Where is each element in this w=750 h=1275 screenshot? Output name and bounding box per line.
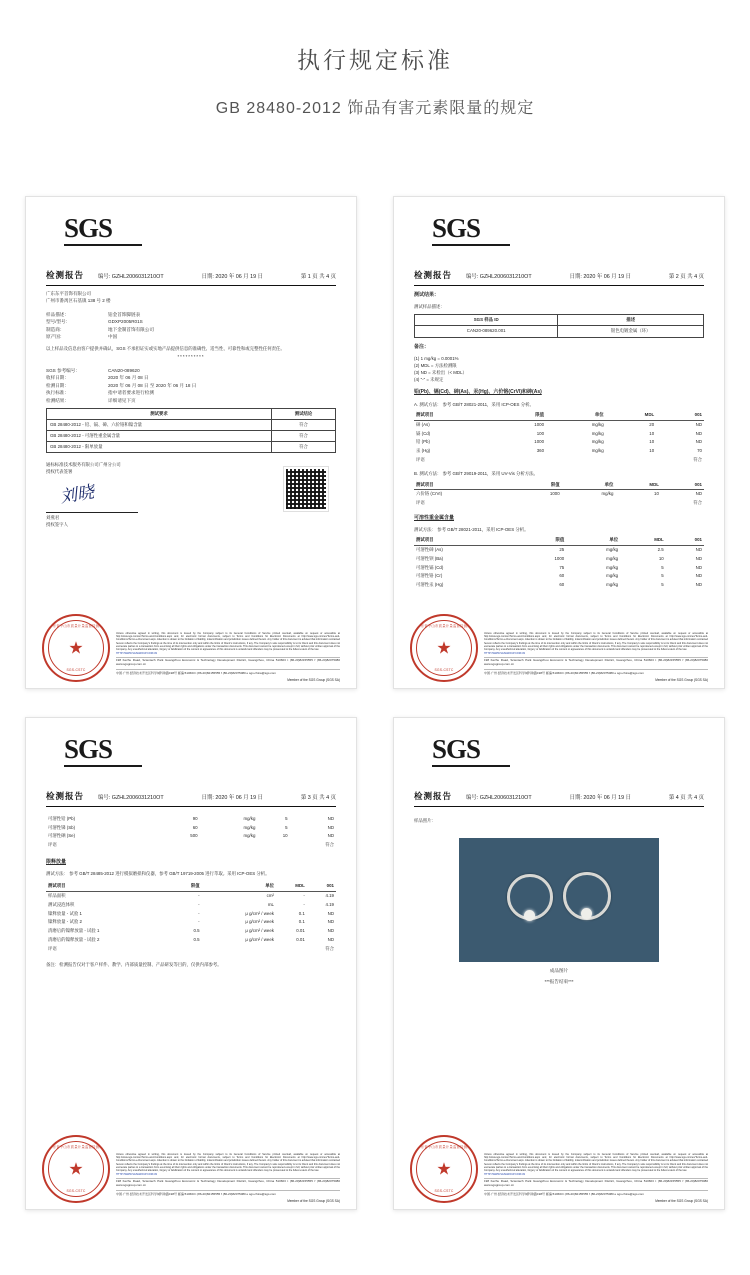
table-row: 可溶性铅 (Pb) 90 mg/kg 5 ND (48, 815, 334, 821)
page-subtitle: GB 28480-2012 饰品有害元素限量的规定 (215, 100, 535, 117)
signatory-role: 授权签字人 (46, 521, 68, 527)
field-row: 样品描述： 铂金首饰脚链表 (46, 311, 141, 317)
sgs-logo-row (414, 736, 704, 782)
table-soluble-continued (46, 815, 336, 850)
report-date-3: 日期: 2020 年 06 月 19 日 (201, 794, 263, 801)
separator-stars: ********** (177, 354, 205, 360)
table-c (414, 536, 704, 590)
table-row: 可溶性砷 (As) 25 mg/kg 2.5 ND (416, 547, 702, 553)
col-header: 描述 (558, 315, 704, 326)
table-row: 汞 (Hg) 360 mg/kg 10 70 (416, 448, 702, 454)
section-c-heading: 可溶性重金属含量 (414, 514, 455, 521)
photo-caption: 成品图片 (549, 967, 569, 973)
release-method: 测试方法： 参考 GB/T 28485-2012 进行模拟磨损和仪器，参考 GB/T 19719-2005 进行萃取。采用 ICP-OES 分析。 (46, 871, 270, 877)
section-a-method: A. 测试方法： 参考 GB/T 28021-2011，采用 ICP-OES 分析。 (414, 401, 534, 407)
table-row: 可溶性汞 (Hg) 60 mg/kg 5 ND (416, 582, 702, 588)
section-a-heading: 铅(Pb)、镉(Cd)、砷(As)、汞(Hg)、六价铬(CrVI)和砷(As) (414, 389, 542, 396)
footer-2 (394, 614, 724, 682)
legal-text-4: Unless otherwise agreed in writing, this document is issued by the Company subject to its General Conditions of Service printed overleaf, available on request or accessible at http://www.sgs.com/en/Terms-and-Conditions.aspx and, for electronic format documents, subject to Terms and Conditions for Electronic Documents at http://www.sgs.com/en/Terms-and-Conditions/Terms-e-Document.aspx. Attention is drawn to the limitation of liability, indemnification and jurisdiction issues defined therein. Any holder of this document is advised that information contained hereon reflects the Company's findings at the time of its intervention only and within the limits of Client's instructions, if any. The Company's sole responsibility is to its Client and this document does not exonerate parties to a transaction from exercising all their rights and obligations under the transaction documents. This document cannot be reproduced except in full, without prior written approval of the Company. Any unauthorized alteration, forgery or falsification of the content or appearance of this document is unlawful and offenders may be prosecuted to the fullest extent of the law. HTTP://WWW.SGSGROUP.COM.CN 198 Kezhu Road, Scientech Park Guangzhou Economic & Technology Development District, Guangzhou, China 510663 t (86-20)82155555 f (86-20)82075080 www.sgsgroup.com.cn 中国·广州·经济技术开发区科学城科珠路198号 邮编:510663 t (86-20)82155555 f (86-20)82075080 e sgs.china@sgs.com Member of the SGS Group (SGS SA) (484, 1152, 708, 1203)
sgs-logo-row (414, 215, 704, 261)
field-row: 检测结果： 详细请见下页 (46, 397, 136, 403)
report-title-4: 检测报告 (414, 791, 453, 801)
sgs-logo: SGS (46, 215, 142, 246)
sample-fields-1 (46, 311, 336, 341)
report-header-3 (46, 790, 336, 807)
table-row: GB 28480-2012 - 可溶性重金属含量 符合 (47, 430, 336, 441)
col-header: 限值 (495, 411, 546, 420)
col-header: 限值 (520, 536, 567, 545)
report-no-1: 编号: GZHL2006031210OT (98, 273, 164, 280)
certificate-page-4[interactable] (393, 717, 725, 1210)
report-header-2 (414, 269, 704, 286)
col-header: 001 (666, 536, 704, 545)
field-row: 检测日期： 2020 年 06 月 08 日 至 2020 年 06 月 18 日 (46, 382, 197, 388)
signatory-name: 刘燕君 (46, 514, 60, 520)
col-header: MDL (276, 882, 307, 891)
photo-end-note: ***报告结束*** (544, 978, 574, 984)
page-header (0, 0, 750, 118)
page-title: 执行规定标准 (297, 47, 453, 73)
table-row: 可溶性钡 (Ba) 1000 mg/kg 10 ND (416, 555, 702, 561)
table-row: GB 28480-2012 - 限单放量 符合 (47, 442, 336, 453)
footer-1 (26, 614, 356, 682)
col-header: 限值 (172, 882, 201, 891)
certificate-grid (25, 118, 725, 1210)
col-header: 测试结论 (272, 408, 336, 419)
official-stamp-icon: 广东省中山市质量计量监督检测所 ★ SGS-CSTC (42, 614, 110, 682)
footer-4 (394, 1135, 724, 1203)
client-address-1: 广东东平首饰有限公司 广州市番禺区石基镇 138 号 2 楼 (46, 290, 111, 303)
table-row: 铅 (Pb) 1000 mg/kg 10 ND (416, 439, 702, 445)
star-icon: ★ (436, 1159, 452, 1179)
col-header: MDL (606, 411, 656, 420)
table-row: 可溶性硒 (Se) 500 mg/kg 10 ND (48, 833, 334, 839)
col-header: 001 (656, 411, 704, 420)
col-header: 单位 (546, 411, 606, 420)
report-title-3: 检测报告 (46, 791, 85, 801)
table-row: 六价铬 (CrVI) 1000 mg/kg 10 ND (416, 491, 702, 497)
col-header: MDL (615, 480, 660, 489)
table-row: 镉 (Cd) 100 mg/kg 10 ND (416, 430, 702, 436)
star-icon: ★ (68, 1159, 84, 1179)
gem-right (581, 908, 592, 919)
report-date-2: 日期: 2020 年 06 月 19 日 (569, 273, 631, 280)
report-page-1: 第 1 页 共 4 页 (300, 273, 336, 280)
table-row: 评语 符合 (416, 500, 702, 506)
field-row: 原产国： 中国 (46, 334, 118, 340)
table-row: 评语 符合 (48, 842, 334, 848)
release-heading: 限释放量 (46, 858, 67, 865)
certificate-page-2[interactable] (393, 196, 725, 689)
field-row: 型号/型号： GDXP2005R01S (46, 319, 143, 325)
qr-code-icon (284, 467, 328, 511)
official-stamp-icon: 广东省中山市质量计量监督检测所 ★ SGS-CSTC (42, 1135, 110, 1203)
results-heading: 测试结果： (414, 291, 440, 298)
requirements-table-1 (46, 408, 336, 454)
table-nickel-release (46, 882, 336, 953)
col-header: 001 (307, 882, 336, 891)
table-row: 可溶性锑 (Sb) 60 mg/kg 5 ND (48, 824, 334, 830)
sample-photo-label: 样品照片： (414, 817, 436, 823)
official-stamp-icon: 广东省中山市质量计量监督检测所 ★ SGS-CSTC (410, 1135, 478, 1203)
report-header-1 (46, 269, 336, 286)
table-row: 可溶性镉 (Cd) 75 mg/kg 5 ND (416, 564, 702, 570)
certificate-page-1[interactable] (25, 196, 357, 689)
col-header: 测试项目 (414, 480, 515, 489)
col-header: 测试项目 (414, 411, 495, 420)
col-header: MDL (620, 536, 666, 545)
col-header: 测试项目 (414, 536, 520, 545)
signature-area-1 (46, 461, 336, 527)
table-row: 评语 符合 (48, 945, 334, 951)
footer-3 (26, 1135, 356, 1203)
legal-text-1: Unless otherwise agreed in writing, this document is issued by the Company subject to its General Conditions of Service printed overleaf, available on request or accessible at http://www.sgs.com/en/Terms-and-Conditions.aspx and, for electronic format documents, subject to Terms and Conditions for Electronic Documents at http://www.sgs.com/en/Terms-and-Conditions/Terms-e-Document.aspx. Attention is drawn to the limitation of liability, indemnification and jurisdiction issues defined therein. Any holder of this document is advised that information contained hereon reflects the Company's findings at the time of its intervention only and within the limits of Client's instructions, if any. The Company's sole responsibility is to its Client and this document does not exonerate parties to a transaction from exercising all their rights and obligations under the transaction documents. This document cannot be reproduced except in full, without prior written approval of the Company. Any unauthorized alteration, forgery or falsification of the content or appearance of this document is unlawful and offenders may be prosecuted to the fullest extent of the law. HTTP://WWW.SGSGROUP.COM.CN 198 Kezhu Road, Scientech Park Guangzhou Economic & Technology Development District, Guangzhou, China 510663 t (86-20)82155555 f (86-20)82075080 www.sgsgroup.com.cn 中国·广州·经济技术开发区科学城科珠路198号 邮编:510663 t (86-20)82155555 f (86-20)82075080 e sgs.china@sgs.com Member of the SGS Group (SGS SA) (116, 631, 340, 682)
report-header-4 (414, 790, 704, 807)
sample-desc-heading: 测试样品描述： (414, 304, 445, 310)
table-row: 样品面积 - cm² - 4.19 (48, 893, 334, 899)
certificate-page-3[interactable] (25, 717, 357, 1210)
field-row: 执行标准： 指中请者要求进行检测 (46, 390, 154, 396)
signing-company: 通标标准技术服务有限公司广州分公司 (46, 462, 121, 468)
report-date-1: 日期: 2020 年 06 月 19 日 (201, 273, 263, 280)
field-row: 制造商： 地下金制首饰有限公司 (46, 326, 154, 332)
report-no-3: 编号: GZHL2006031210OT (98, 794, 164, 801)
field-row: 收样日期： 2020 年 06 月 08 日 (46, 375, 149, 381)
field-row: SGS 参考编号： CAN20-089620 (46, 367, 140, 373)
table-row: 镍释放量 - 试验 2 - μ g/cm² / week 0.1 ND (48, 919, 334, 925)
table-row: 清磨后的镍释放量 - 试验 1 0.5 μ g/cm² / week 0.01 ND (48, 928, 334, 934)
col-header: 单位 (562, 480, 616, 489)
report-no-4: 编号: GZHL2006031210OT (466, 794, 532, 801)
sgs-logo-row (46, 215, 336, 261)
reference-fields-1 (46, 367, 336, 405)
report-page-3: 第 3 页 共 4 页 (300, 794, 336, 801)
sample-note-1: 以上样品及信息由客户提供并确认，SGS 不承担证实或实地产品提供信息的准确性、适当性、可靠性和或完整性任何责任。 (46, 346, 285, 351)
col-header: 单位 (202, 882, 276, 891)
col-header: 单位 (566, 536, 620, 545)
star-icon: ★ (68, 638, 84, 658)
sample-photo (459, 838, 659, 962)
table-row: 测试浸泡体积 - mL - 4.19 (48, 901, 334, 907)
signing-representative-label: 授权代表签署 (46, 469, 73, 475)
signature-rule (46, 512, 138, 513)
report-title-1: 检测报告 (46, 270, 85, 280)
legal-text-2: Unless otherwise agreed in writing, this document is issued by the Company subject to its General Conditions of Service printed overleaf, available on request or accessible at http://www.sgs.com/en/Terms-and-Conditions.aspx and, for electronic format documents, subject to Terms and Conditions for Electronic Documents at http://www.sgs.com/en/Terms-and-Conditions/Terms-e-Document.aspx. Attention is drawn to the limitation of liability, indemnification and jurisdiction issues defined therein. Any holder of this document is advised that information contained hereon reflects the Company's findings at the time of its intervention only and within the limits of Client's instructions, if any. The Company's sole responsibility is to its Client and this document does not exonerate parties to a transaction from exercising all their rights and obligations under the transaction documents. This document cannot be reproduced except in full, without prior written approval of the Company. Any unauthorized alteration, forgery or falsification of the content or appearance of this document is unlawful and offenders may be prosecuted to the fullest extent of the law. HTTP://WWW.SGSGROUP.COM.CN 198 Kezhu Road, Scientech Park Guangzhou Economic & Technology Development District, Guangzhou, China 510663 t (86-20)82155555 f (86-20)82075080 www.sgsgroup.com.cn 中国·广州·经济技术开发区科学城科珠路198号 邮编:510663 t (86-20)82155555 f (86-20)82075080 e sgs.china@sgs.com Member of the SGS Group (SGS SA) (484, 631, 708, 682)
footnote-3: 备注：检测报告仅对于客户样件、教学、内部质量控制、产品研发等目的，仅供内部参考。 (46, 962, 222, 968)
table-row: 清磨后的镍释放量 - 试验 2 0.5 μ g/cm² / week 0.01 ND (48, 936, 334, 942)
official-stamp-icon: 广东省中山市质量计量监督检测所 ★ SGS-CSTC (410, 614, 478, 682)
sgs-logo: SGS (414, 736, 510, 767)
col-header: SGS 样品 ID (415, 315, 558, 326)
table-a (414, 411, 704, 465)
col-header: 测试要求 (47, 408, 272, 419)
table-b (414, 480, 704, 507)
table-row: GB 28480-2012 - 铅、镉、砷、六价铬和镍含量 符合 (47, 419, 336, 430)
section-c-method: 测试方法： 参考 GB/T 28021-2011，采用 ICP-OES 分析。 (414, 527, 529, 533)
table-row: 评语 符合 (416, 456, 702, 462)
sgs-logo: SGS (414, 215, 510, 246)
remarks-list: (1) 1 mg/kg = 0.0001% (2) MDL = 方法检测限 (3) ND = 未检出（< MDL） (4) "-" = 未规定 (414, 356, 467, 383)
section-b-method: B. 测试方法： 参考 GB/T 29019-2011，采用 UV-Vis 分析方法。 (414, 471, 538, 477)
report-page-4: 第 4 页 共 4 页 (668, 794, 704, 801)
handwritten-signature: 刘晓 (58, 482, 96, 507)
sgs-logo-row (46, 736, 336, 782)
col-header: 测试项目 (46, 882, 172, 891)
report-date-4: 日期: 2020 年 06 月 19 日 (569, 794, 631, 801)
gem-left (524, 910, 535, 921)
report-no-2: 编号: GZHL2006031210OT (466, 273, 532, 280)
report-page-2: 第 2 页 共 4 页 (668, 273, 704, 280)
report-title-2: 检测报告 (414, 270, 453, 280)
sgs-logo: SGS (46, 736, 142, 767)
sample-table-2 (414, 314, 704, 337)
table-row: 镍释放量 - 试验 1 - μ g/cm² / week 0.1 ND (48, 910, 334, 916)
star-icon: ★ (436, 638, 452, 658)
table-row: CAN20-089620.001 银色电镀金属（环） (415, 326, 704, 337)
table-row: 砷 (As) 1000 mg/kg 20 ND (416, 421, 702, 427)
col-header: 001 (661, 480, 704, 489)
col-header: 限值 (515, 480, 561, 489)
legal-text-3: Unless otherwise agreed in writing, this document is issued by the Company subject to its General Conditions of Service printed overleaf, available on request or accessible at http://www.sgs.com/en/Terms-and-Conditions.aspx and, for electronic format documents, subject to Terms and Conditions for Electronic Documents at http://www.sgs.com/en/Terms-and-Conditions/Terms-e-Document.aspx. Attention is drawn to the limitation of liability, indemnification and jurisdiction issues defined therein. Any holder of this document is advised that information contained hereon reflects the Company's findings at the time of its intervention only and within the limits of Client's instructions, if any. The Company's sole responsibility is to its Client and this document does not exonerate parties to a transaction from exercising all their rights and obligations under the transaction documents. This document cannot be reproduced except in full, without prior written approval of the Company. Any unauthorized alteration, forgery or falsification of the content or appearance of this document is unlawful and offenders may be prosecuted to the fullest extent of the law. HTTP://WWW.SGSGROUP.COM.CN 198 Kezhu Road, Scientech Park Guangzhou Economic & Technology Development District, Guangzhou, China 510663 t (86-20)82155555 f (86-20)82075080 www.sgsgroup.com.cn 中国·广州·经济技术开发区科学城科珠路198号 邮编:510663 t (86-20)82155555 f (86-20)82075080 e sgs.china@sgs.com Member of the SGS Group (SGS SA) (116, 1152, 340, 1203)
table-row: 可溶性铬 (Cr) 60 mg/kg 5 ND (416, 573, 702, 579)
remarks-heading: 备注： (414, 343, 430, 350)
